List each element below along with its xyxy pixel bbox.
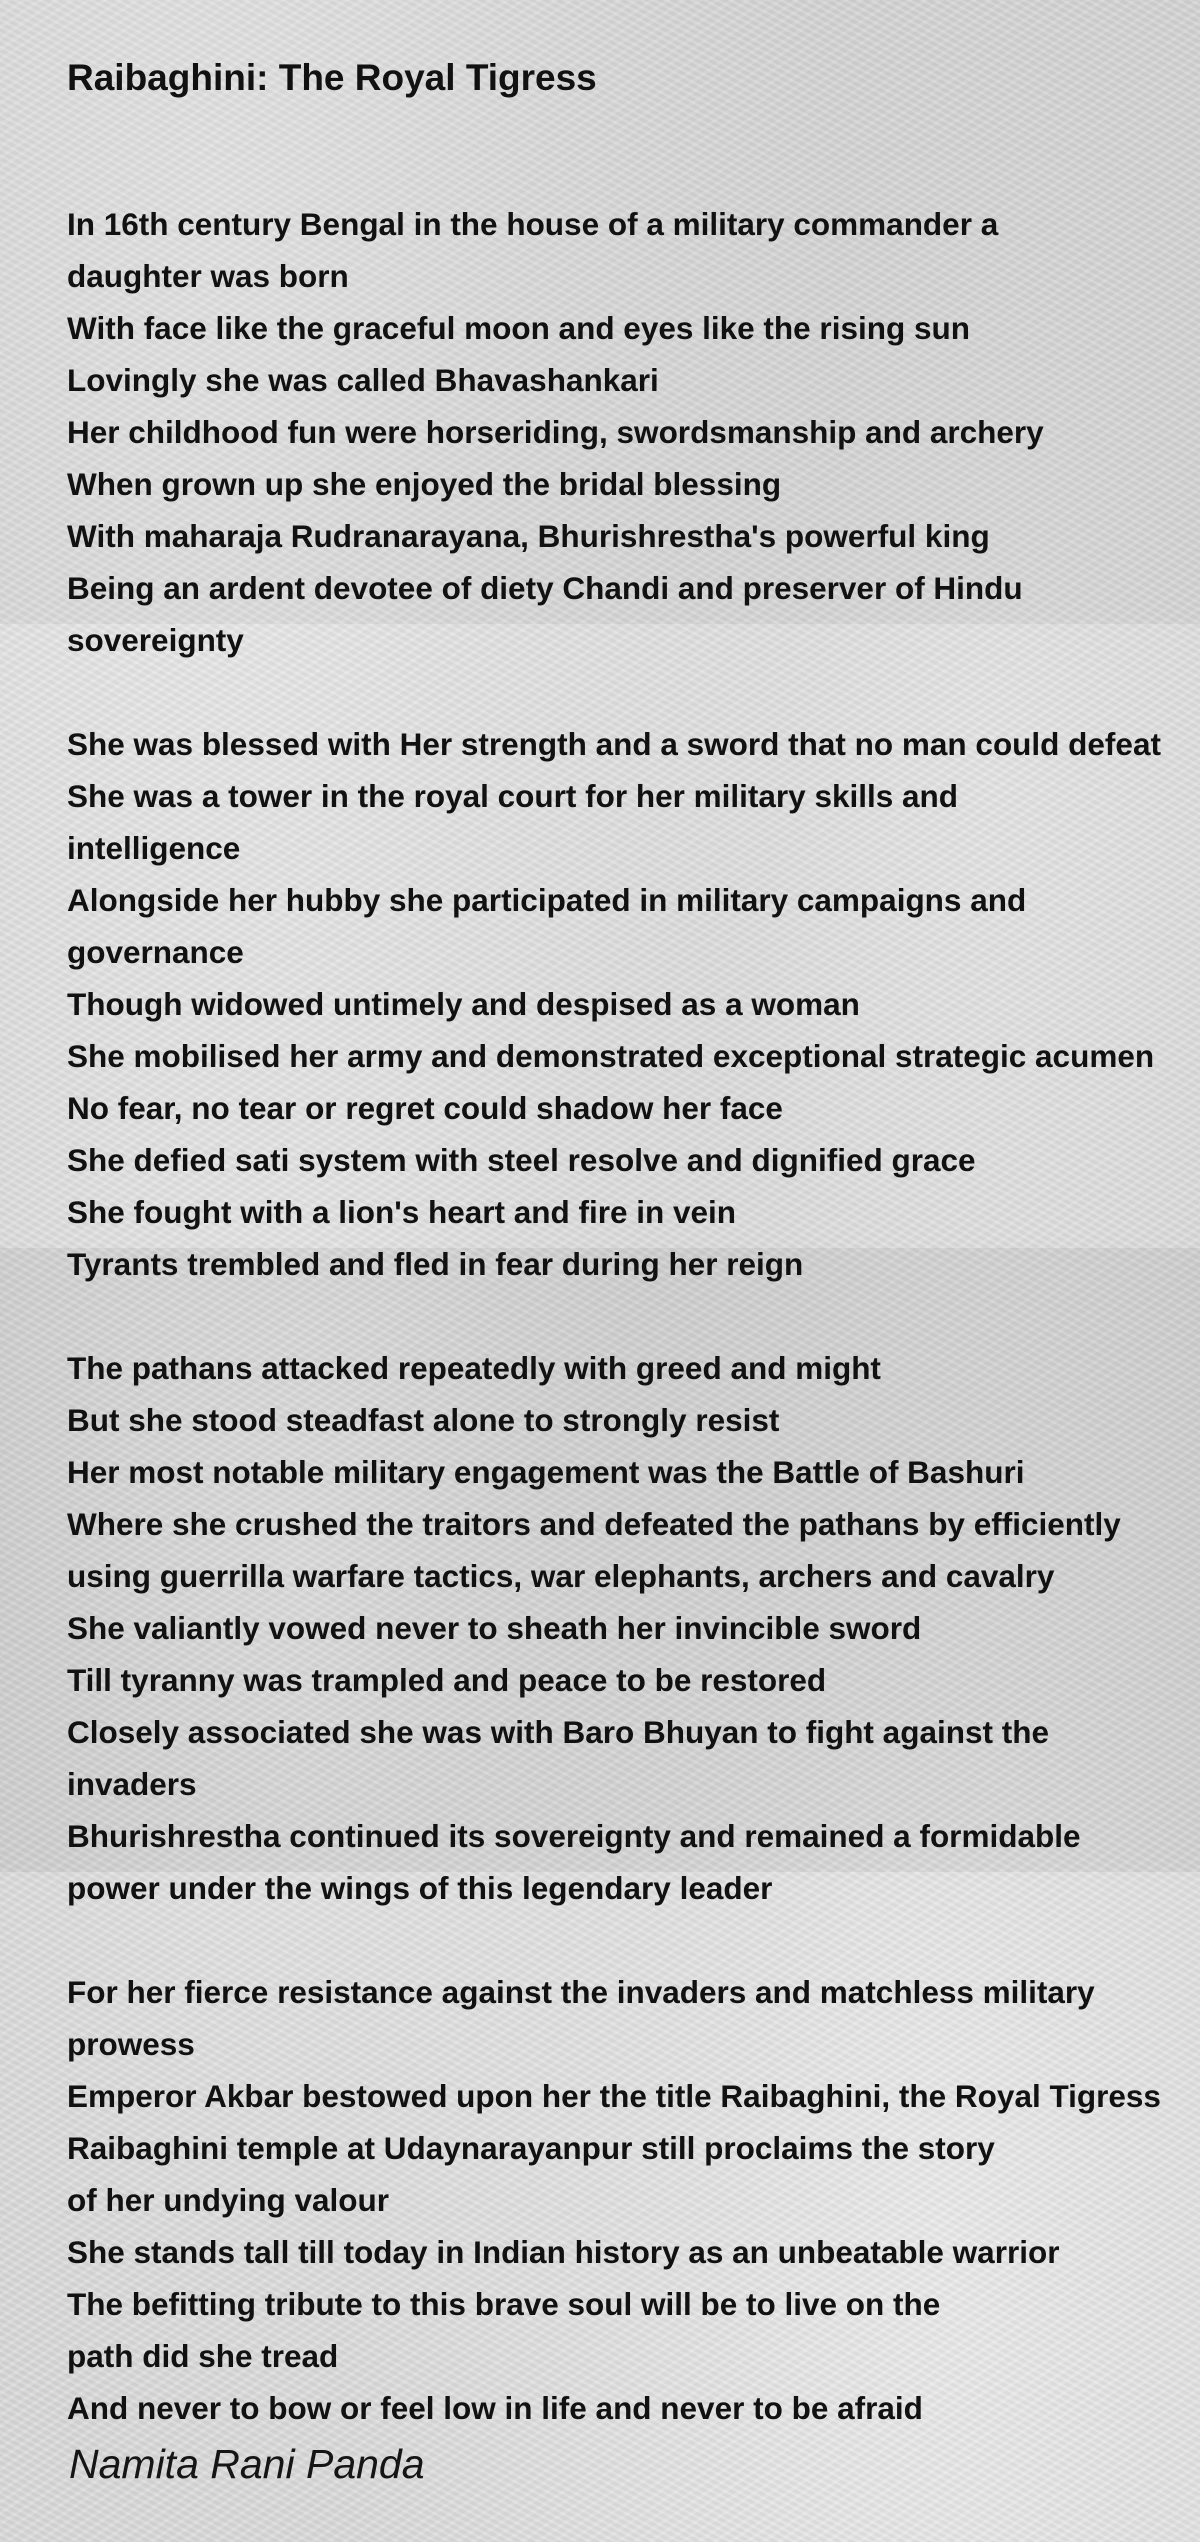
poem-line: daughter was born <box>67 258 349 294</box>
poem-line: Being an ardent devotee of diety Chandi and preserver of Hindu <box>67 570 1023 606</box>
poem-line: prowess <box>67 2026 195 2062</box>
stanza-3 <box>67 1342 1197 1914</box>
poem-line: of her undying valour <box>67 2182 390 2218</box>
poem-line: Her most notable military engagement was the Battle of Bashuri <box>67 1454 1025 1490</box>
poem-line: For her fierce resistance against the invaders and matchless military <box>67 1974 1095 2010</box>
poem-line: And never to bow or feel low in life and never to be afraid <box>67 2390 923 2426</box>
poem-line: Lovingly she was called Bhavashankari <box>67 362 659 398</box>
poem-line: Where she crushed the traitors and defeated the pathans by efficiently <box>67 1506 1121 1542</box>
poem-title: Raibaghini: The Royal Tigress <box>67 57 597 98</box>
poem-line: Bhurishrestha continued its sovereignty and remained a formidable <box>67 1818 1081 1854</box>
poem-line: intelligence <box>67 830 241 866</box>
poem-line: The pathans attacked repeatedly with greed and might <box>67 1350 881 1386</box>
poem-line: With face like the graceful moon and eyes like the rising sun <box>67 310 970 346</box>
poem-line: She was a tower in the royal court for her military skills and <box>67 778 959 814</box>
poem-line: Tyrants trembled and fled in fear during her reign <box>67 1246 804 1282</box>
poem-line: sovereignty <box>67 622 244 658</box>
poem-line: Alongside her hubby she participated in military campaigns and <box>67 882 1027 918</box>
poem-line: Though widowed untimely and despised as a woman <box>67 986 860 1022</box>
poem-line: She stands tall till today in Indian history as an unbeatable warrior <box>67 2234 1060 2270</box>
poem-line: No fear, no tear or regret could shadow her face <box>67 1090 783 1126</box>
stanza-4 <box>67 1966 1197 2434</box>
poem-line: She fought with a lion's heart and fire in vein <box>67 1194 737 1230</box>
poem-body <box>67 48 1197 2434</box>
poem-line: The befitting tribute to this brave soul will be to live on the <box>67 2286 941 2322</box>
stanza-2 <box>67 718 1197 1290</box>
poem-line: In 16th century Bengal in the house of a military commander a <box>67 206 999 242</box>
poem-line: She mobilised her army and demonstrated exceptional strategic acumen <box>67 1038 1155 1074</box>
poem-author: Namita Rani Panda <box>69 2441 425 2487</box>
poem-line: using guerrilla warfare tactics, war elephants, archers and cavalry <box>67 1558 1055 1594</box>
poem-line: path did she tread <box>67 2338 339 2374</box>
poem-line: Raibaghini temple at Udaynarayanpur still proclaims the story <box>67 2130 995 2166</box>
poem-line: When grown up she enjoyed the bridal blessing <box>67 466 782 502</box>
poem-line: governance <box>67 934 244 970</box>
poem-line: Closely associated she was with Baro Bhuyan to fight against the <box>67 1714 1049 1750</box>
poem-line: Her childhood fun were horseriding, swordsmanship and archery <box>67 414 1044 450</box>
poem-line: Emperor Akbar bestowed upon her the title Raibaghini, the Royal Tigress <box>67 2078 1161 2114</box>
poem-line: Till tyranny was trampled and peace to be restored <box>67 1662 827 1698</box>
poem-line: invaders <box>67 1766 197 1802</box>
poem-line: She was blessed with Her strength and a sword that no man could defeat <box>67 726 1161 762</box>
stanza-1 <box>67 198 1197 666</box>
poem-line: With maharaja Rudranarayana, Bhurishrestha's powerful king <box>67 518 990 554</box>
poem-line: power under the wings of this legendary leader <box>67 1870 773 1906</box>
poem-line: She valiantly vowed never to sheath her invincible sword <box>67 1610 922 1646</box>
poem-line: She defied sati system with steel resolve and dignified grace <box>67 1142 976 1178</box>
poem-line: But she stood steadfast alone to strongly resist <box>67 1402 780 1438</box>
